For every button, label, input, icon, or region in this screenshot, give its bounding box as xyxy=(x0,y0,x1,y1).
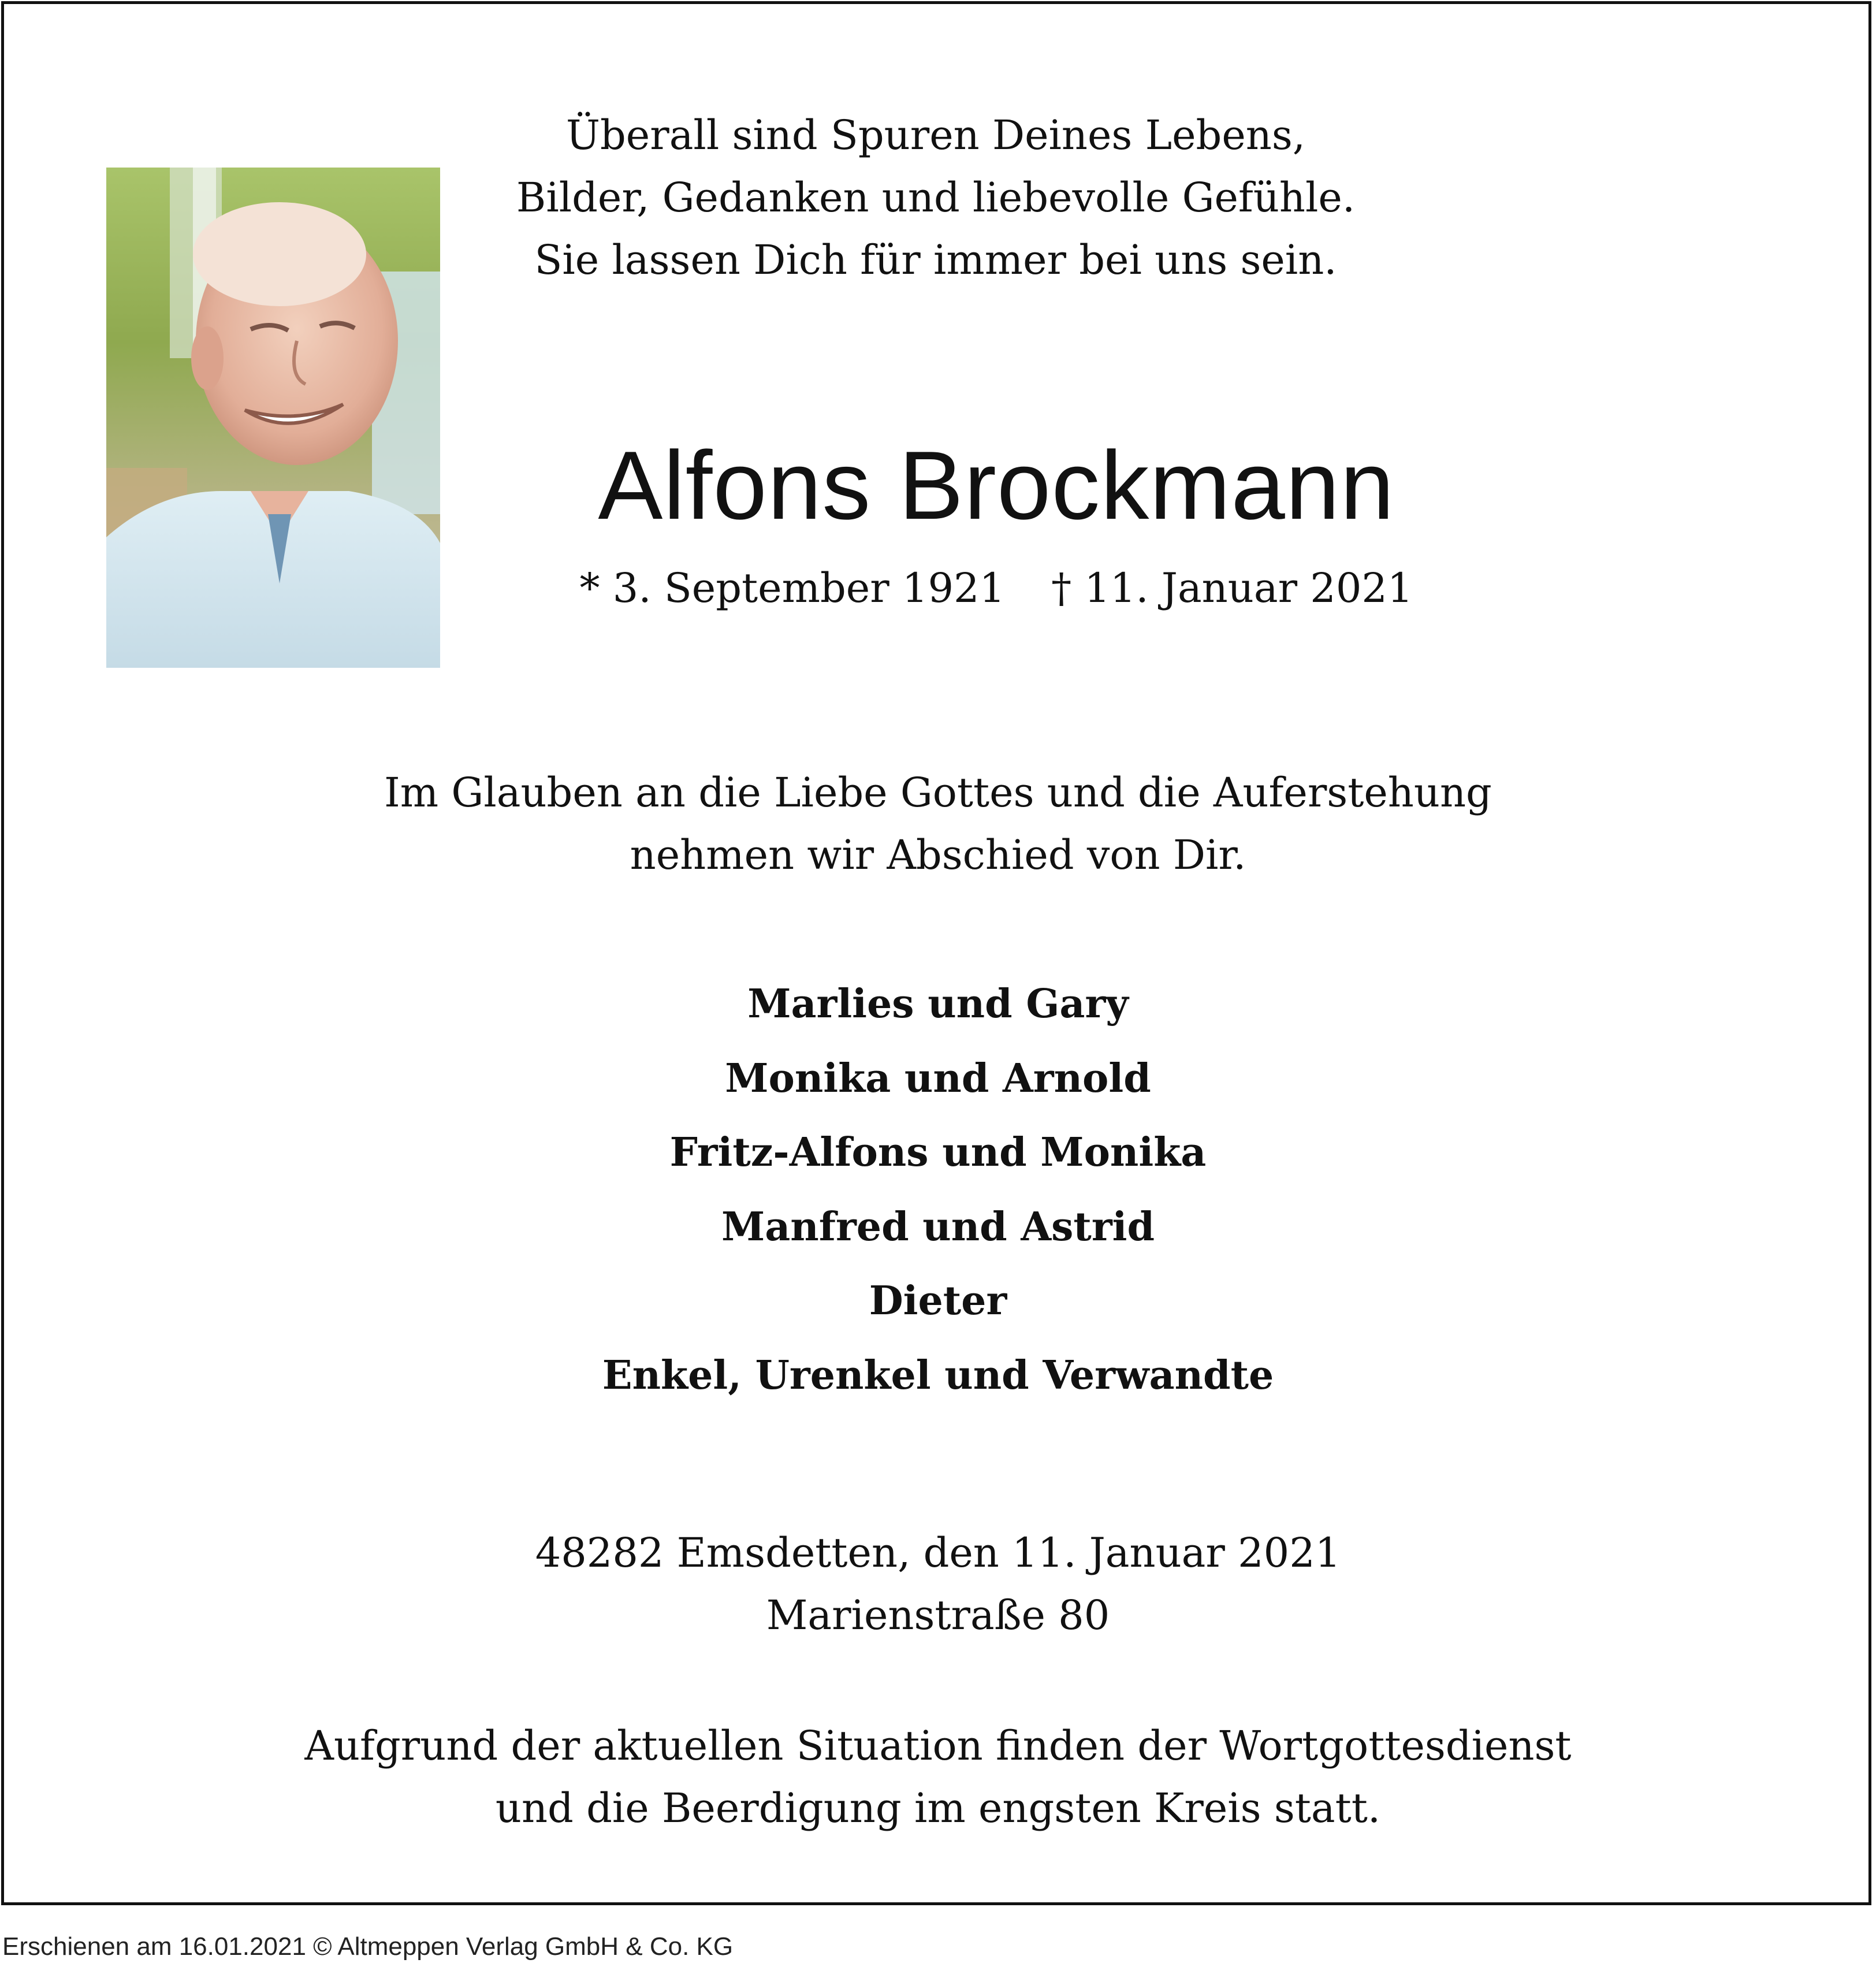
birth-date: * 3. September 1921 xyxy=(579,564,1006,612)
place-and-address xyxy=(0,1522,1876,1646)
verse-line: Überall sind Spuren Deines Lebens, xyxy=(566,111,1305,159)
verse-line: Sie lassen Dich für immer bei uns sein. xyxy=(534,236,1337,284)
death-date: † 11. Januar 2021 xyxy=(1051,564,1413,612)
notice-line: und die Beerdigung im engsten Kreis statt. xyxy=(495,1784,1381,1832)
verse-block xyxy=(474,104,1398,291)
funeral-notice xyxy=(0,1715,1876,1839)
mourners-list xyxy=(0,967,1876,1412)
life-dates xyxy=(474,559,1519,617)
deceased-name: Alfons Brockmann xyxy=(598,431,1395,540)
mourner-entry: Dieter xyxy=(869,1278,1007,1324)
portrait-image xyxy=(106,168,440,668)
mourner-entry: Fritz-Alfons und Monika xyxy=(669,1129,1207,1176)
mourner-entry: Marlies und Gary xyxy=(747,981,1129,1027)
faith-line: nehmen wir Abschied von Dir. xyxy=(630,831,1246,879)
mourner-entry: Enkel, Urenkel und Verwandte xyxy=(602,1352,1274,1399)
faith-line: Im Glauben an die Liebe Gottes und die Auferstehung xyxy=(384,769,1492,816)
place-date: 48282 Emsdetten, den 11. Januar 2021 xyxy=(535,1529,1341,1577)
faith-statement xyxy=(0,761,1876,886)
mourner-entry: Manfred und Astrid xyxy=(721,1203,1155,1250)
mourner-entry: Monika und Arnold xyxy=(725,1055,1151,1102)
street-address: Marienstraße 80 xyxy=(766,1592,1110,1639)
portrait-photo xyxy=(106,168,440,668)
publication-footer: Erschienen am 16.01.2021 © Altmeppen Verlag GmbH & Co. KG xyxy=(2,1932,734,1961)
verse-line: Bilder, Gedanken und liebevolle Gefühle. xyxy=(516,174,1356,221)
notice-line: Aufgrund der aktuellen Situation finden der Wortgottesdienst xyxy=(304,1722,1572,1769)
